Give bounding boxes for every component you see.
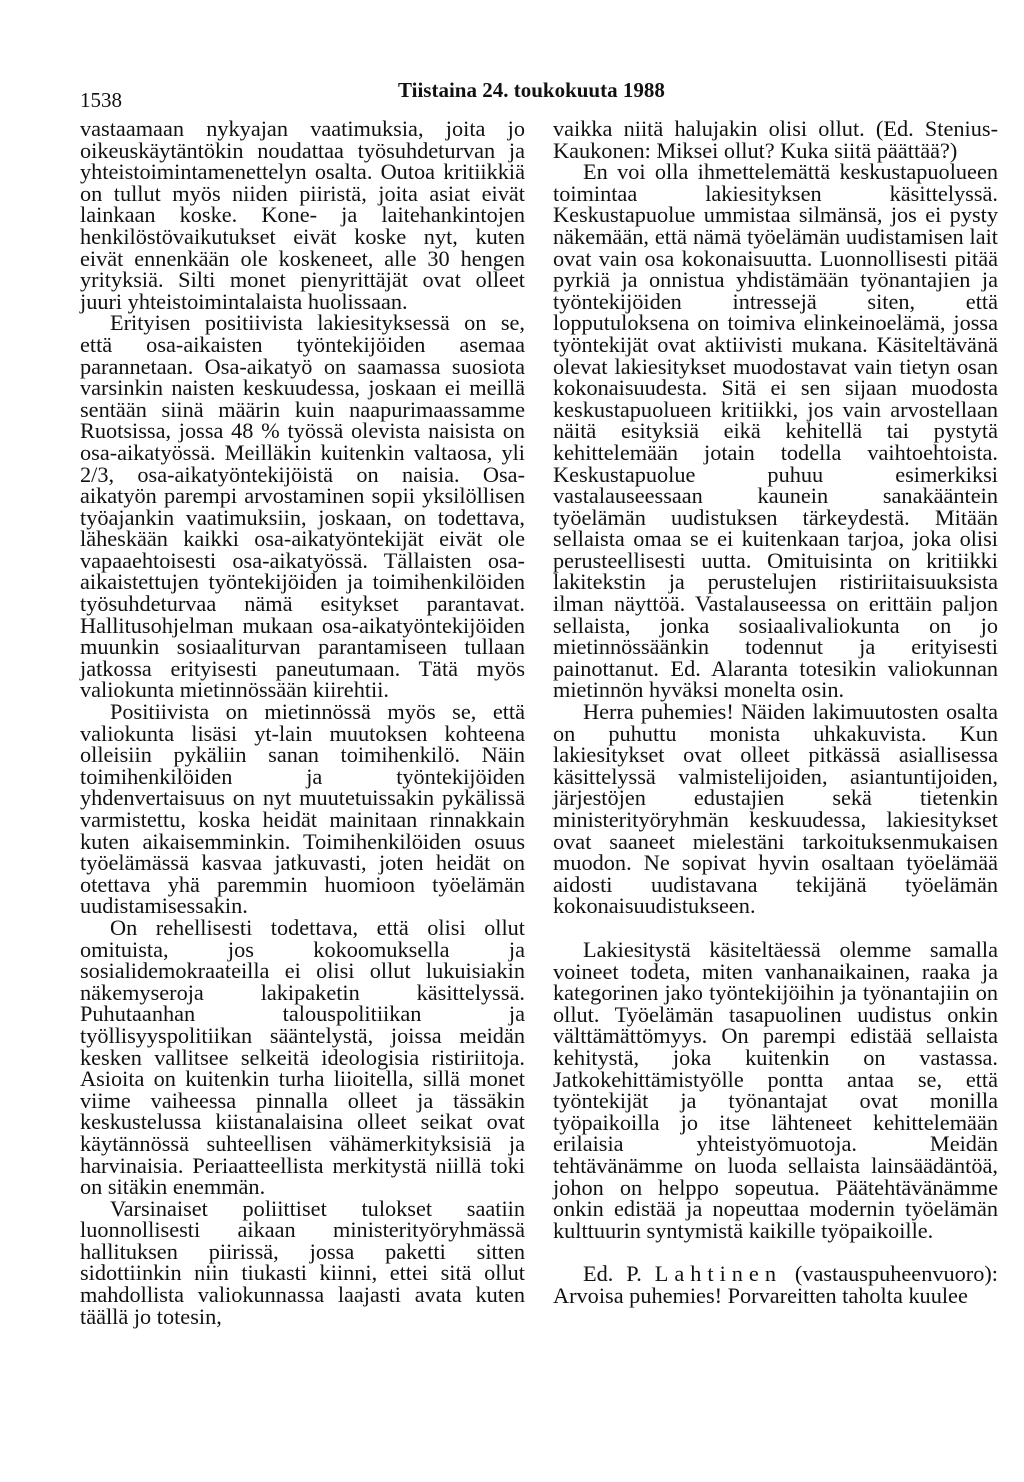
right-column (553, 118, 998, 1306)
paragraph: Varsinaiset poliittiset tulokset saatiin luonnollisesti aikaan ministerityöryhmässä hallituksen piirissä, jossa paketti sitten sidottiinkin niin tiukasti kiinni, ettei sitä ollut mahdollista valiokunnassa laajasti avata kuten täällä jo totesin, (80, 1195, 525, 1329)
paragraph: vastaamaan nykyajan vaatimuksia, joita jo oikeuskäytäntökin noudattaa työsuhdeturvan ja yhteistoimintamenettelyn osalta. Outoa kritiikkiä on tullut myös niiden piiristä, joita asiat eivät lainkaan koske. Kone- ja laitehankintojen henkilöstövaikutukset eivät koske nyt, kuten eivät ennenkään ole koskeneet, alle 30 hengen yrityksiä. Silti monet pienyrittäjät ovat olleet juuri yhteistoimintalaista huolissaan. (80, 116, 525, 314)
speaker-prefix: Ed. P. (583, 1261, 642, 1287)
paragraph: En voi olla ihmettelemättä keskustapuolueen toimintaa lakiesityksen käsittelyssä. Keskustapuolue ummistaa silmänsä, jos ei pysty näkemään, että nämä työelämän uudistamisen lait ovat vain osa kokonaisuutta. Luonnollisesti pitää pyrkiä ja onnistua yhdistämään työnantajien ja työntekijöiden intressejä siten, että lopputuloksena on toimiva elinkeinoelämä, jossa työntekijät ovat aktiivisti mukana. Käsiteltävänä olevat lakiesitykset muodostavat vain tietyn osan kokonaisuudesta. Sitä ei sen sijaan muodosta keskustapuolueen kritiikki, jos vain arvostellaan näitä esityksiä eikä kehitellä tai pystytä kehittelemään jotain todella vaihtoehtoista. Keskustapuolue puhuu esimerkiksi vastalauseessaan kaunein sanakääntein työelämän uudistuksen tärkeydestä. Mitään sellaista omaa se ei kuitenkaan tarjoa, joka olisi perusteellisesti uutta. Omituisinta on kritiikki lakitekstin ja perustelujen ristiriitaisuuksista ilman näyttöä. Vastalauseessa on erittäin paljon sellaista, jonka sosiaalivaliokunta on jo mietinnössäänkin todennut ja erityisesti painottanut. Ed. Alarantа totesikin valiokunnan mietinnön hyväksi monelta osin. (553, 159, 998, 703)
paragraph: Positiivista on mietinnössä myös se, että valiokunta lisäsi yt-lain muutoksen kohteena olleisiin pykäliin sanan toimihenkilö. Näin toimihenkilöiden ja työntekijöiden yhdenvertaisuus on nyt muutetuissakin pykälissä varmistettu, koska heidät mainitaan rinnakkain kuten aikaisemminkin. Toimihenkilöiden osuus työelämässä kasvaa jatkuvasti, joten heidät on otettava yhä paremmin huomioon työelämän uudistamisessakin. (80, 699, 525, 919)
speaker-name: Lahtinen (654, 1261, 782, 1287)
paragraph: Erityisen positiivista lakiesityksessä on se, että osa-aikaisten työntekijöiden asemaa parannetaan. Osa-aikatyö on saamassa suosiota varsinkin naisten keskuudessa, joskaan ei meillä sentään siinä määrin kuin naapurimaassamme Ruotsissa, jossa 48 % työssä olevista naisista on osa-aikatyössä. Meilläkin kuitenkin valtaosa, yli 2/3, osa-aikatyöntekijöistä on naisia. Osa-aikatyön parempi arvostaminen sopii yksilöllisen työajankin vaatimuksiin, joskaan, on todettava, läheskään kaikki osa-aikatyöntekijät eivät ole vapaaehtoisesti osa-aikatyössä. Tällaisten osa-aikaistettujen työntekijöiden ja toimihenkilöiden työsuhdeturvaa nämä esitykset parantavat. Hallitusohjelman mukaan osa-aikatyöntekijöiden muunkin sosiaaliturvan parantamiseen tullaan jatkossa erityisesti paneutumaan. Tätä myös valiokunta mietinnössään kiirehtii. (80, 310, 525, 703)
page-number: 1538 (80, 88, 122, 112)
paragraph: Herra puhemies! Näiden lakimuutosten osalta on puhuttu monista uhkakuvista. Kun lakiesitykset ovat olleet pitkässä asiallisessa käsittelyssä valmistelijoiden, asiantuntijoiden, järjestöjen edustajien sekä tietenkin ministerityöryhmän keskuudessa, lakiesitykset ovat saaneet mielestäni tarkoituksenmukaisen muodon. Ne sopivat hyvin osaltaan työelämää aidosti uudistavana tekijänä työelämän kokonaisuudistukseen. (553, 699, 998, 919)
left-column (80, 118, 525, 1327)
running-head: Tiistaina 24. toukokuuta 1988 (398, 78, 665, 102)
paragraph: vaikka niitä halujakin olisi ollut. (Ed. Stenius-Kaukonen: Miksei ollut? Kuka siitä päättää?) (553, 116, 998, 163)
paragraph: Lakiesitystä käsiteltäessä olemme samalla voineet todeta, miten vanhanaikainen, raaka ja kategorinen jako työntekijöihin ja työnantajiin on ollut. Työelämän tasapuolinen uudistus onkin välttämättömyys. On parempi edistää sellaista kehitystä, joka kuitenkin on vastassa. Jatkokehittämistyölle pontta antaa se, että työntekijät ja työnantajat ovat monilla työpaikoilla jo itse lähteneet kehittelemään erilaisia yhteistyömuotoja. Meidän tehtävänämme on luoda sellaista lainsäädäntöä, johon on helppo sopeutua. Päätehtävänämme onkin edistää ja nopeuttaa modernin työelämän kulttuurin syntymistä kaikille työpaikoille. (553, 936, 998, 1243)
speaker-paragraph (553, 1263, 998, 1306)
speech-opening: Arvoisa puhemies! Porvareitten taholta kuulee (553, 1282, 968, 1308)
paragraph: On rehellisesti todettava, että olisi ollut omituista, jos kokoomuksella ja sosialidemokraateilla ei olisi ollut lukuisiakin näkemyseroja lakipaketin käsittelyssä. Puhutaanhan talouspolitiikan ja työllisyyspolitiikan sääntelystä, joissa meidän kesken vallitsee selkeitä ideologisia ristiriitoja. Asioita on kuitenkin turha liioitella, sillä monet viime vaiheessa pinnalla olleet ja tässäkin keskustelussa kiistanalaisina olleet seikat ovat käytännössä suhteellisen vähämerkityksisiä ja harvinaisia. Periaatteellista merkitystä niillä toki on sitäkin enemmän. (80, 914, 525, 1200)
speaker-role: (vastauspuheenvuoro): (794, 1261, 998, 1287)
